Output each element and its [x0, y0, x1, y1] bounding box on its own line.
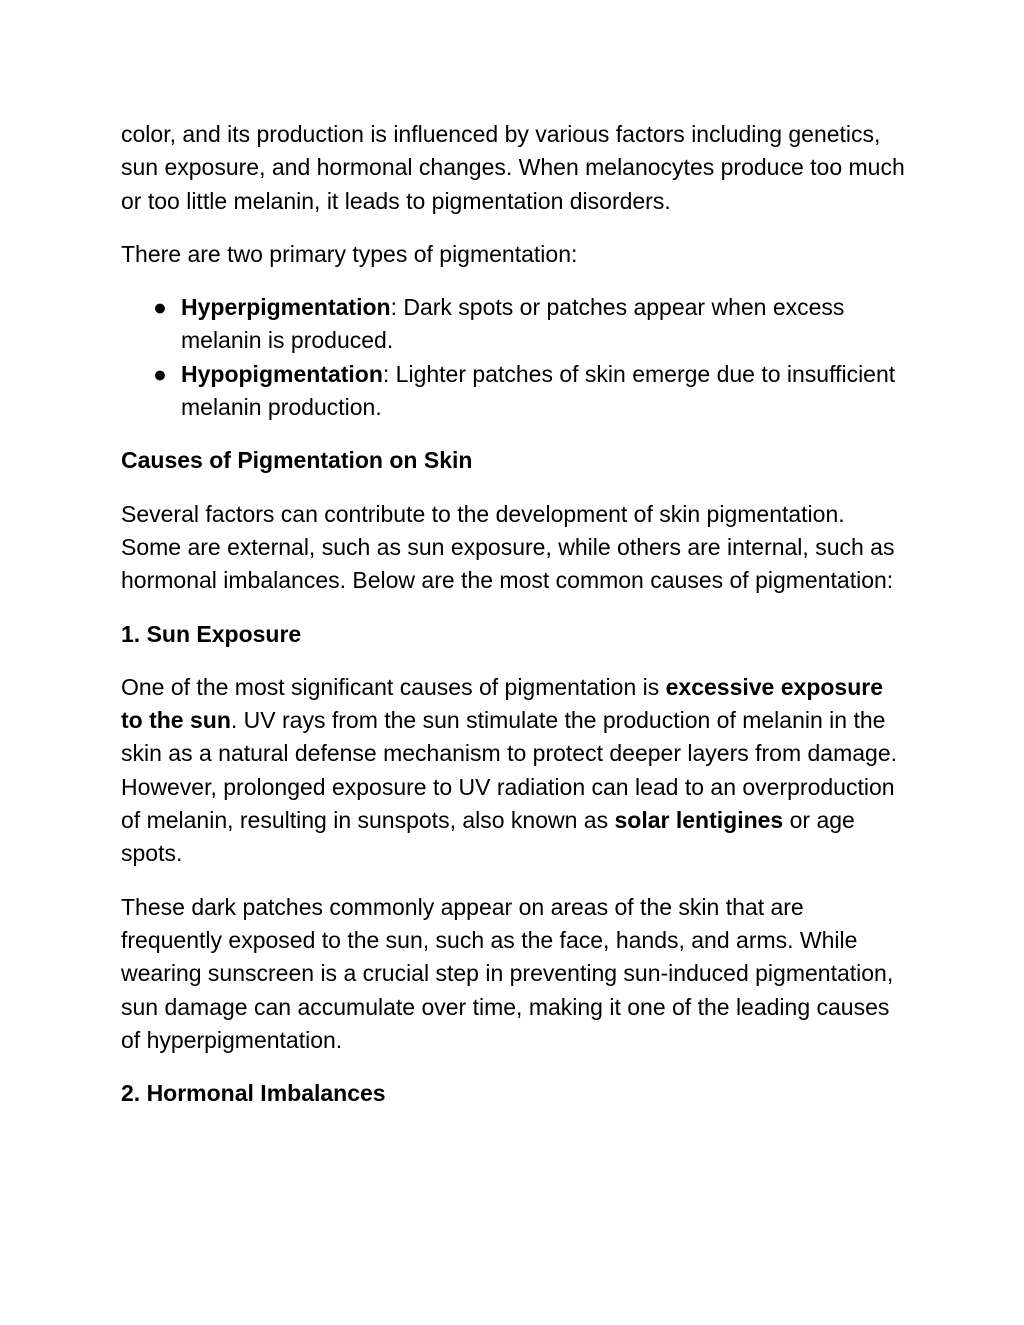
paragraph-intro: color, and its production is influenced by various factors including genetics, sun exposure, and hormonal changes. When melanocytes produce too much or too little melanin, it leads to pigmentation disorders. — [121, 121, 905, 214]
term-hyperpigmentation: Hyperpigmentation — [181, 294, 391, 321]
paragraph-causes: Several factors can contribute to the development of skin pigmentation. Some are external, such as sun exposure, while others are internal, such as hormonal imbalances. Below are the most common causes of pigmentation: — [121, 500, 895, 594]
paragraph-types: There are two primary types of pigmentation: — [121, 240, 578, 267]
bold-phrase-solar-lentigines: solar lentigines — [614, 807, 784, 834]
heading-causes: Causes of Pigmentation on Skin — [121, 447, 473, 474]
heading-hormonal-imbalances: 2. Hormonal Imbalances — [121, 1080, 386, 1107]
term-hypopigmentation: Hypopigmentation — [181, 360, 383, 387]
text-segment: or age spots. — [121, 807, 855, 867]
bullet-icon: ● — [153, 360, 167, 387]
list-item — [153, 358, 911, 425]
bold-phrase-excessive-exposure: excessive exposure to the sun — [121, 673, 884, 734]
text-segment: One of the most significant causes of pigmentation is — [121, 673, 666, 700]
text-segment: . UV rays from the sun stimulate the production of melanin in the skin as a natural defense mechanism to protect deeper layers from damage. However, prolonged exposure to UV radiation can lead to an overproduction of melanin, resulting in sunspots, also known as — [121, 707, 898, 834]
list-item — [153, 291, 911, 358]
paragraph-dark-patches: These dark patches commonly appear on areas of the skin that are frequently exposed to the sun, such as the face, hands, and arms. While wearing sunscreen is a crucial step in preventing sun-induced pigmentation, sun damage can accumulate over time, making it one of the leading causes of hyperpigmentation. — [121, 893, 894, 1053]
document-page — [121, 118, 911, 1130]
bullet-icon: ● — [153, 294, 167, 321]
heading-sun-exposure: 1. Sun Exposure — [121, 620, 302, 647]
definition-text: : Dark spots or patches appear when excess melanin is produced. — [181, 294, 845, 354]
definition-text: : Lighter patches of skin emerge due to insufficient melanin production. — [181, 360, 896, 421]
paragraph-sun-exposure — [121, 671, 911, 871]
pigmentation-types-list — [121, 291, 911, 424]
